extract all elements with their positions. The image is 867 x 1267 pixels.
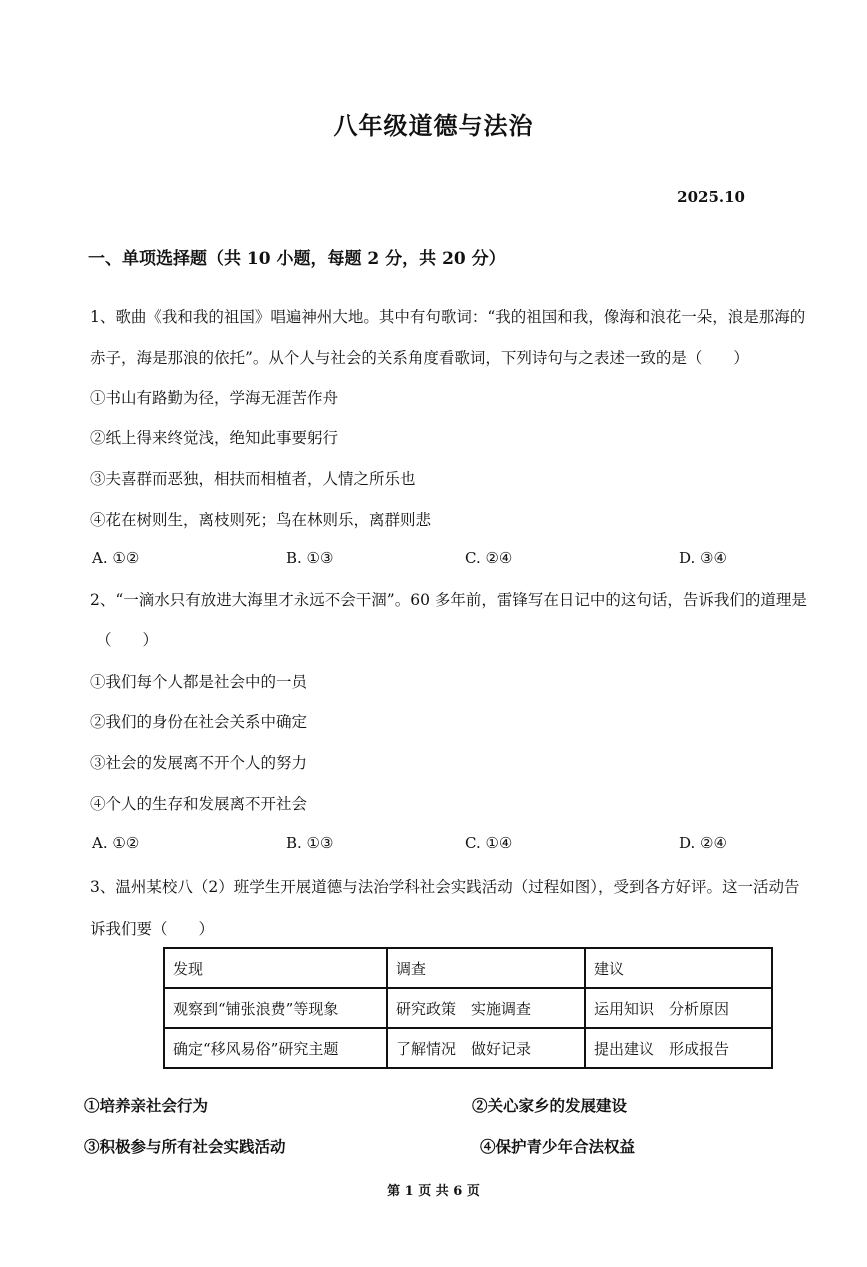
- activity-process-table: [163, 947, 773, 1069]
- q2-item-3: ③社会的发展离不开个人的努力: [90, 754, 308, 772]
- q3-item-2: ②关心家乡的发展建设: [472, 1096, 628, 1115]
- q3-stem-line2: 诉我们要（ ）: [90, 920, 215, 938]
- table-cell: 观察到“铺张浪费”等现象: [164, 988, 387, 1028]
- q1-option-d[interactable]: D. ③④: [679, 549, 727, 567]
- q1-stem-line2: 赤子，海是那浪的依托”。从个人与社会的关系角度看歌词，下列诗句与之表述一致的是（ ）: [90, 349, 749, 367]
- table-row: [164, 988, 772, 1028]
- q2-option-b[interactable]: B. ①③: [286, 834, 334, 852]
- q1-option-c[interactable]: C. ②④: [465, 549, 513, 567]
- page-footer: 第 1 页 共 6 页: [387, 1184, 480, 1199]
- q1-option-a[interactable]: A. ①②: [92, 549, 140, 567]
- q3-stem-line1: 3、温州某校八（2）班学生开展道德与法治学科社会实践活动（过程如图），受到各方好评。这一活动告: [90, 878, 800, 896]
- table-row: [164, 1028, 772, 1068]
- q3-item-1: ①培养亲社会行为: [84, 1096, 209, 1115]
- q1-item-1: ①书山有路勤为径，学海无涯苦作舟: [90, 389, 339, 407]
- table-cell: 研究政策 实施调查: [387, 988, 585, 1028]
- q2-stem-line2: （ ）: [96, 631, 159, 649]
- page-title: 八年级道德与法治: [333, 111, 534, 140]
- q1-item-3: ③夫喜群而恶独，相扶而相植者，人情之所乐也: [90, 470, 416, 488]
- q1-item-4: ④花在树则生，离枝则死；鸟在林则乐，离群则悲: [90, 511, 432, 529]
- q2-item-2: ②我们的身份在社会关系中确定: [90, 713, 308, 731]
- q2-item-1: ①我们每个人都是社会中的一员: [90, 673, 308, 691]
- q2-option-c[interactable]: C. ①④: [465, 834, 513, 852]
- table-cell: 提出建议 形成报告: [585, 1028, 772, 1068]
- section-heading: 一、单项选择题（共 10 小题，每题 2 分，共 20 分）: [88, 249, 506, 269]
- exam-date: 2025.10: [677, 188, 745, 206]
- q2-item-4: ④个人的生存和发展离不开社会: [90, 795, 308, 813]
- q1-option-b[interactable]: B. ①③: [286, 549, 334, 567]
- q1-stem-line1: 1、歌曲《我和我的祖国》唱遍神州大地。其中有句歌词：“我的祖国和我，像海和浪花一朵，浪是那海的: [90, 308, 806, 326]
- q2-option-a[interactable]: A. ①②: [92, 834, 140, 852]
- table-header-cell: 发现: [164, 948, 387, 988]
- table-cell: 了解情况 做好记录: [387, 1028, 585, 1068]
- table-cell: 运用知识 分析原因: [585, 988, 772, 1028]
- q1-item-2: ②纸上得来终觉浅，绝知此事要躬行: [90, 429, 339, 447]
- table-header-cell: 调查: [387, 948, 585, 988]
- table-row: [164, 948, 772, 988]
- q2-option-d[interactable]: D. ②④: [679, 834, 727, 852]
- q3-item-4: ④保护青少年合法权益: [480, 1137, 636, 1156]
- table-header-cell: 建议: [585, 948, 772, 988]
- table-cell: 确定“移风易俗”研究主题: [164, 1028, 387, 1068]
- q2-stem-line1: 2、“一滴水只有放进大海里才永远不会干涸”。60 多年前，雷锋写在日记中的这句话，告诉我们的道理是: [90, 591, 807, 609]
- q3-item-3: ③积极参与所有社会实践活动: [84, 1137, 286, 1156]
